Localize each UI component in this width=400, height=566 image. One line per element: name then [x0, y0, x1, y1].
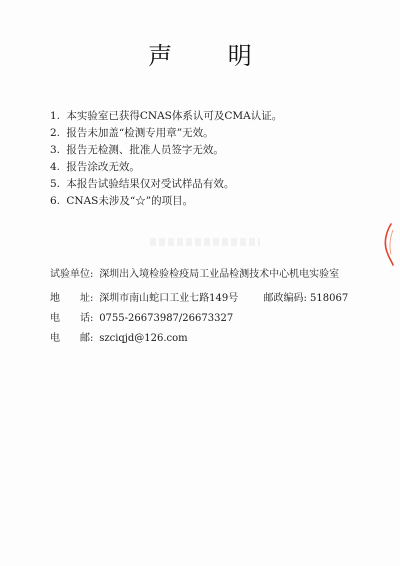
- phone-value: 0755-26673987/26673327: [99, 313, 234, 324]
- item-number: 6.: [50, 195, 61, 207]
- red-seal-edge-mark: [381, 222, 395, 266]
- contact-email-row: [50, 332, 380, 346]
- declaration-item: [50, 108, 370, 125]
- email-value: szciqjd@126.com: [99, 333, 188, 344]
- declaration-list: [50, 108, 370, 210]
- item-number: 1.: [50, 110, 61, 122]
- contact-unit-row: [50, 268, 380, 282]
- declaration-item: [50, 125, 370, 142]
- declaration-item: [50, 142, 370, 159]
- unit-label: 试验单位:: [50, 269, 94, 280]
- item-number: 2.: [50, 127, 61, 139]
- item-number: 4.: [50, 161, 61, 173]
- postcode-value: 518067: [310, 293, 349, 304]
- item-number: 3.: [50, 144, 61, 156]
- contact-phone-row: [50, 312, 380, 326]
- phone-label: 电 话:: [50, 313, 94, 324]
- item-text: 报告涂改无效。: [66, 161, 140, 173]
- faint-bleed-through-mark: [150, 238, 260, 246]
- address-value: 深圳市南山蛇口工业七路149号: [99, 293, 239, 304]
- declaration-item: [50, 193, 370, 210]
- declaration-item: [50, 159, 370, 176]
- item-text: 报告无检测、批准人员签字无效。: [66, 144, 224, 156]
- postcode-label: 邮政编码:: [263, 293, 307, 304]
- item-number: 5.: [50, 178, 61, 190]
- item-text: 本实验室已获得CNAS体系认可及CMA认证。: [66, 110, 283, 122]
- item-text: 报告未加盖“检测专用章”无效。: [66, 127, 214, 139]
- declaration-item: [50, 176, 370, 193]
- page-title: 声 明: [148, 42, 276, 70]
- item-text: 本报告试验结果仅对受试样品有效。: [66, 178, 235, 190]
- unit-value: 深圳出入境检验检疫局工业品检测技术中心机电实验室: [99, 269, 340, 280]
- item-text: CNAS未涉及“☆”的项目。: [66, 195, 194, 207]
- email-label: 电 邮:: [50, 333, 94, 344]
- address-label: 地 址:: [50, 293, 94, 304]
- contact-address-row: [50, 292, 380, 306]
